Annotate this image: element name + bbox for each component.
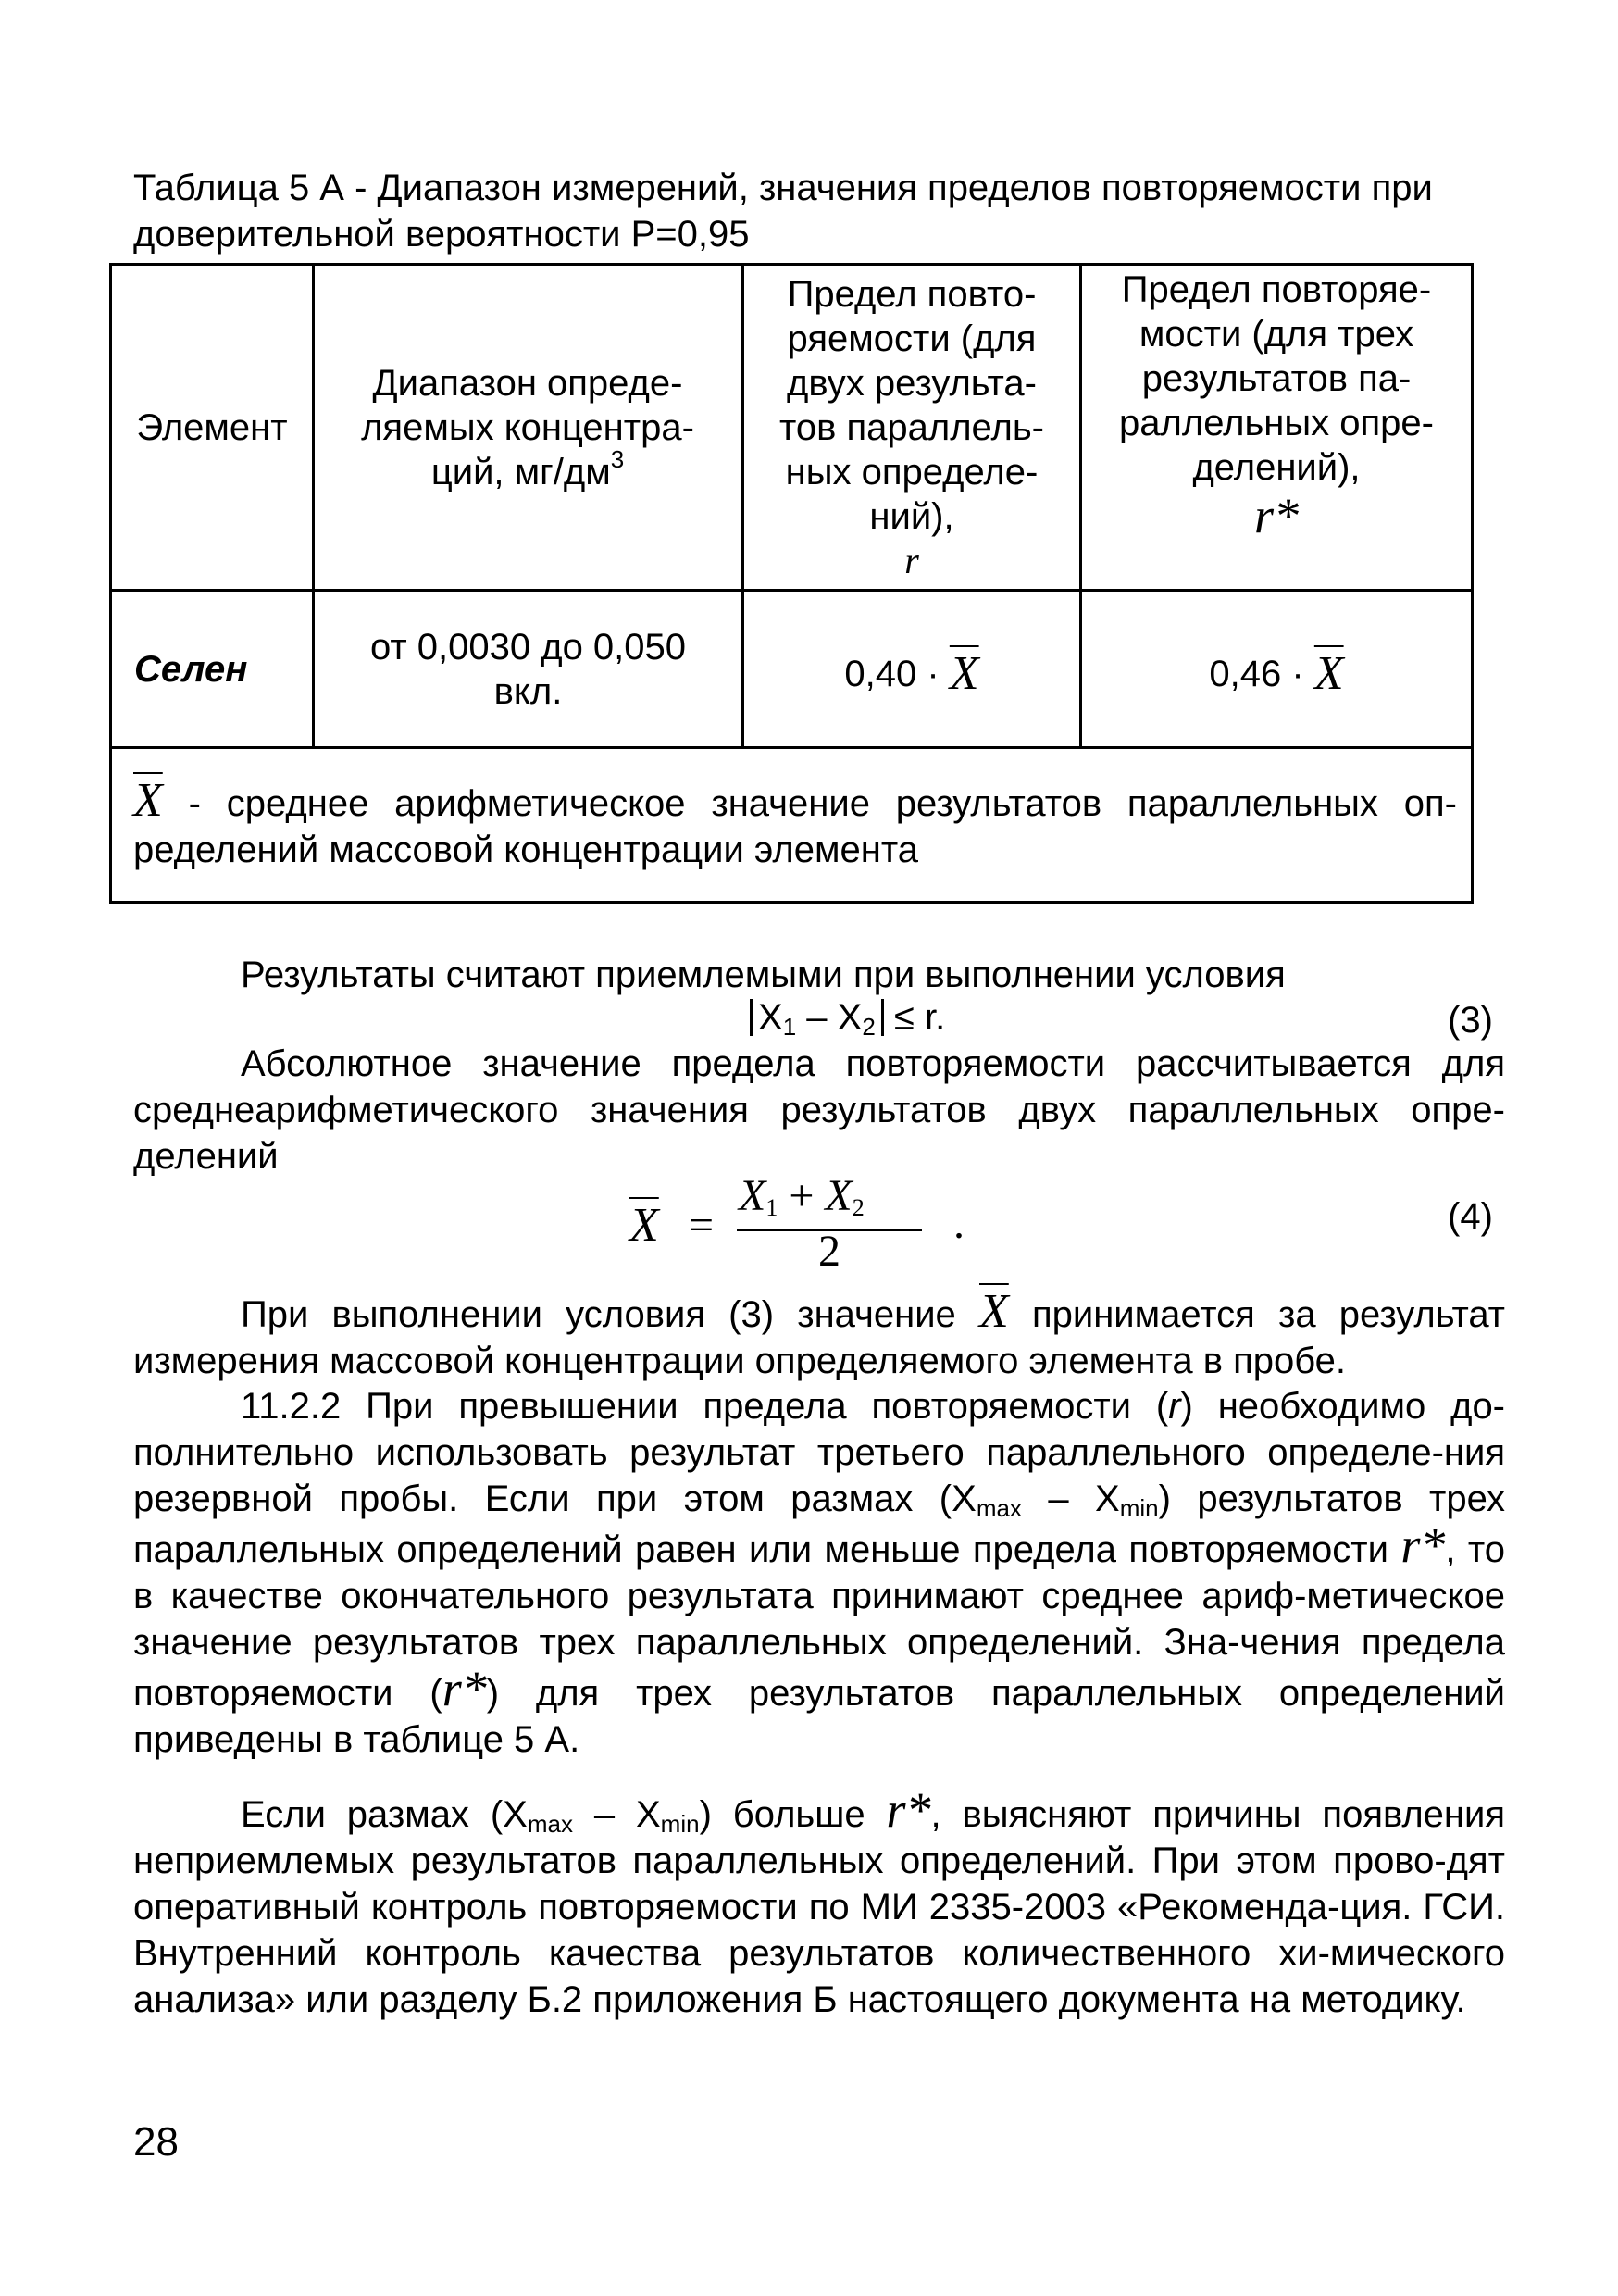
header-r3: Предел повторяе-мости (для трех результатов па-раллельных опре-делений), r* — [1119, 269, 1434, 543]
row-range: от 0,0030 до 0,050 вкл. — [369, 626, 687, 712]
header-range: Диапазон опреде-ляемых концентра-ций, $мг/дм^3$ — [361, 362, 694, 493]
row-r2: 0,40 · $\overline{X}$ — [844, 646, 979, 700]
formula-3: $X_1 - X_2 \le r$. — [750, 994, 1046, 1041]
table-caption: Таблица 5 А - Диапазон измерений, значения пределов повторяемости при доверительной вероятности Р=0,95 — [133, 168, 1433, 255]
row-r3: 0,46 · $\overline{X}$ — [1209, 646, 1344, 700]
formula-3-number: (3) — [1448, 1000, 1493, 1041]
paragraph-5: Если размах $(X_{max} - X_{min})$ больше r*, выясняют причины появления неприемлемых результатов параллельных определений. При этом прово-дят оперативный контроль повторяемости по МИ 2335-2003 «Рекоменда-ция. ГСИ. Внутренний контроль качества результатов количественного хи-мического анализа» или разделу Б.2 приложения Б настоящего документа на методику. — [133, 1782, 1506, 2020]
table-footnote: $\overline{X}$ - среднее арифметическое значение результатов параллельных оп-ределений массовой концентрации элемента — [133, 774, 1457, 870]
paragraph-3: При выполнении условия (3) значение $\overline{X}$ принимается за результат измерения массовой концентрации определяемого элемента в пробе. — [133, 1285, 1506, 1381]
paragraph-1: Результаты считают приемлемыми при выполнении условия — [241, 955, 1286, 995]
header-r2: Предел повто-ряемости (для двух результа-тов параллель-ных определе-ний), r — [779, 273, 1044, 581]
paragraph-2: Абсолютное значение предела повторяемости рассчитывается для среднеарифметического значения результатов двух параллельных опре-делений — [133, 1043, 1505, 1177]
paragraph-4: 11.2.2 При превышении предела повторяемости (r) необходимо до-полнительно использовать результат третьего параллельного определе-ния резервной пробы. Если при этом размах $(X_{max} - X_{min})$ результатов трех параллельных определений равен или меньше предела повторяемости r*, то в качестве окончательного результата принимают среднее ариф-метическое значение результатов трех параллельных определений. Зна-чения предела повторяемости (r*) для трех результатов параллельных определений приведены в таблице 5 А. — [133, 1386, 1506, 1760]
header-element: Элемент — [136, 406, 288, 448]
page-number: 28 — [133, 2119, 179, 2165]
row-element: Селен — [134, 648, 248, 690]
formula-4-number: (4) — [1448, 1196, 1493, 1237]
formula-4: $\overline{X}$ = $X_1 + X_2$ 2 . — [629, 1171, 965, 1276]
